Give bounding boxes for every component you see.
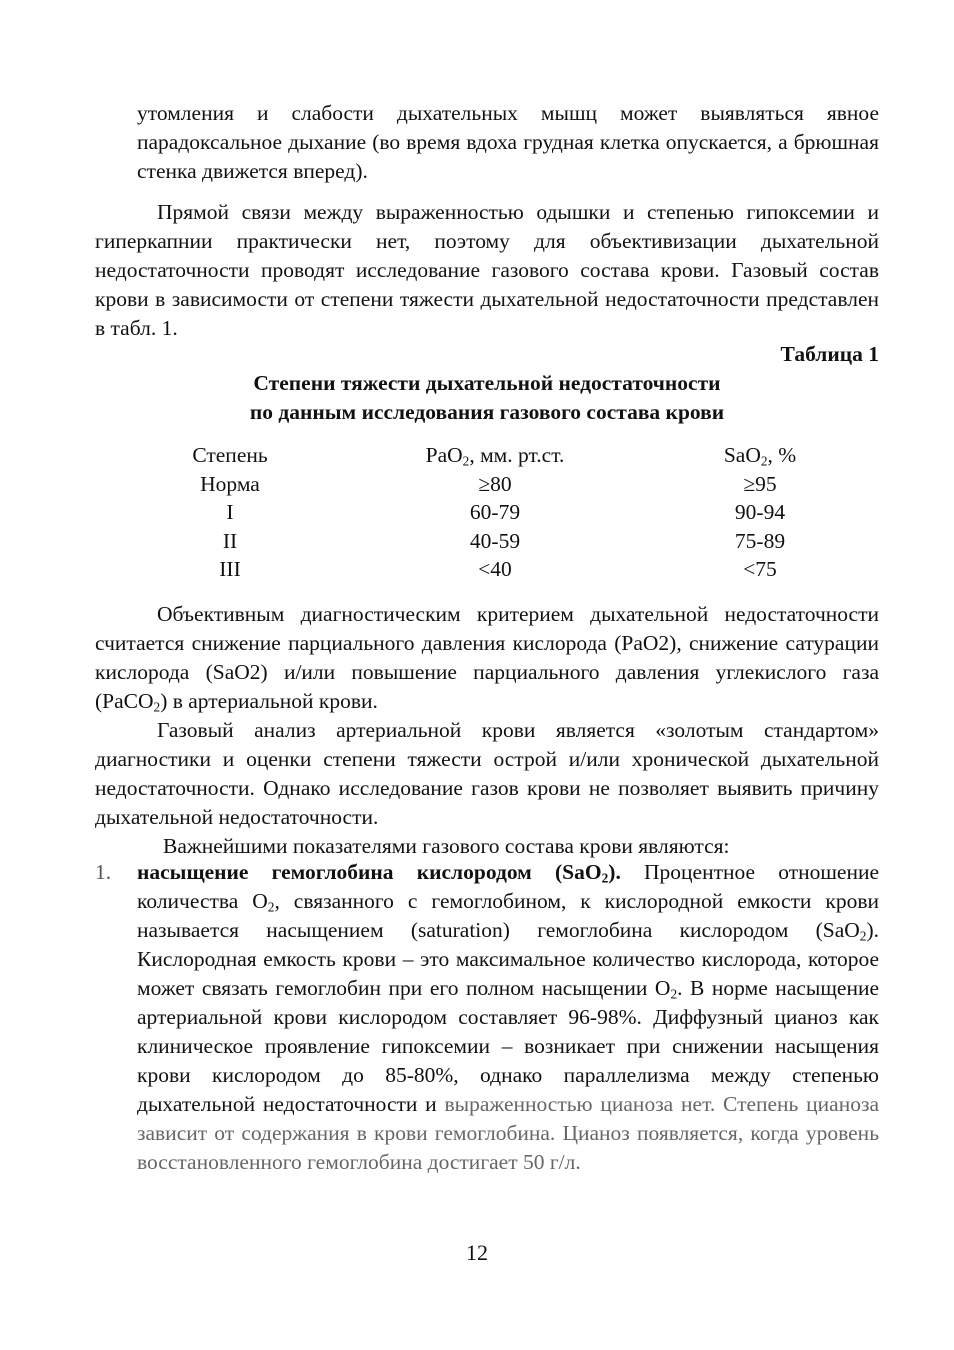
cell-pao2: 60-79 [469, 500, 521, 524]
table-title-line-1: Степени тяжести дыхательной недостаточности [253, 371, 721, 395]
paragraph-continuation: утомления и слабости дыхательных мышц может выявляться явное парадоксальное дыхание (во время вдоха грудная клетка опускается, а брюшная стенка движется вперед). [137, 101, 879, 183]
faded-text: выраженностью цианоза нет. Степень цианоза зависит от содержания в крови гемоглобина. Цианоз появляется, когда уровень восстановленного гемоглобина достигает 50 г/л. [137, 1092, 880, 1174]
cell-sao2: 90-94 [734, 500, 786, 524]
table-title-line-2: по данным исследования газового состава крови [249, 400, 725, 424]
cell-degree: Норма [200, 471, 260, 496]
indicator-list [95, 858, 879, 1177]
table-row [150, 555, 840, 584]
cell-degree: II [222, 528, 238, 553]
text-block-top [95, 99, 879, 343]
table-header-row [150, 441, 840, 470]
cell-pao2: 40-59 [469, 528, 521, 553]
table-caption: Таблица 1 [780, 342, 879, 366]
table-title [95, 369, 879, 427]
list-item: 1. насыщение гемоглобина кислородом (SaO$_2$). Процентное отношение количества $О_2$, связанного с гемоглобином, к кислородной емкости крови называется насыщением (saturation) гемоглобина кислородом (SaO$_2$). Кислородная емкость крови – это максимальное количество кислорода, которое может связать гемоглобин при его полном насыщении $О_2$. В норме насыщение артериальной крови кислородом составляет 96-98%. Диффузный цианоз как клиническое проявление гипоксемии – возникает при снижении насыщения крови кислородом до 85-80%, однако параллелизма между степенью дыхательной недостаточности и выраженностью цианоза нет. Степень цианоза зависит от содержания в крови гемоглобина. Цианоз появляется, когда уровень восстановленного гемоглобина достигает 50 г/л. [95, 860, 880, 1174]
cell-degree: III [219, 557, 241, 581]
header-sao2: SaO$_2$, % [723, 443, 797, 469]
table-row [150, 498, 840, 527]
header-pao2: PaO$_2$, мм. рт.ст. [425, 443, 565, 469]
cell-sao2: ≥95 [743, 471, 777, 496]
header-degree: Степень [192, 443, 268, 467]
paragraph-criterion: Объективным диагностическим критерием дыхательной недостаточности считается снижение парциального давления кислорода (PaO2), снижение сатурации кислорода (SaO2) и/или повышение парциального давления углекислого газа (PaCO$_2$) в артериальной крови. [95, 602, 879, 715]
table-row [150, 470, 840, 499]
paragraph-key-indicators: Важнейшими показателями газового состава крови являются: [163, 834, 730, 858]
cell-sao2: 75-89 [734, 528, 786, 553]
cell-degree: I [226, 500, 234, 524]
paragraph-gas-study: Прямой связи между выраженностью одышки и степенью гипоксемии и гиперкапнии практически нет, поэтому для объективизации дыхательной недостаточности проводят исследование газового состава крови. Газовый состав крови в зависимости от степени тяжести дыхательной недостаточности представлен в табл. 1. [95, 200, 879, 340]
table-row [150, 527, 840, 556]
list-item-term: насыщение гемоглобина кислородом (SaO$_2$). [137, 860, 621, 886]
paragraph-gold-standard: Газовый анализ артериальной крови является «золотым стандартом» диагностики и оценки степени тяжести острой и/или хронической дыхательной недостаточности. Однако исследование газов крови не позволяет выявить причину дыхательной недостаточности. [95, 718, 879, 829]
cell-pao2: ≥80 [478, 471, 512, 496]
cell-sao2: <75 [743, 557, 777, 581]
page-number: 12 [466, 1240, 488, 1265]
cell-pao2: <40 [478, 557, 512, 581]
text-block-after-table [95, 600, 879, 861]
list-item-number: 1. [95, 860, 112, 884]
gas-composition-table [150, 441, 840, 584]
